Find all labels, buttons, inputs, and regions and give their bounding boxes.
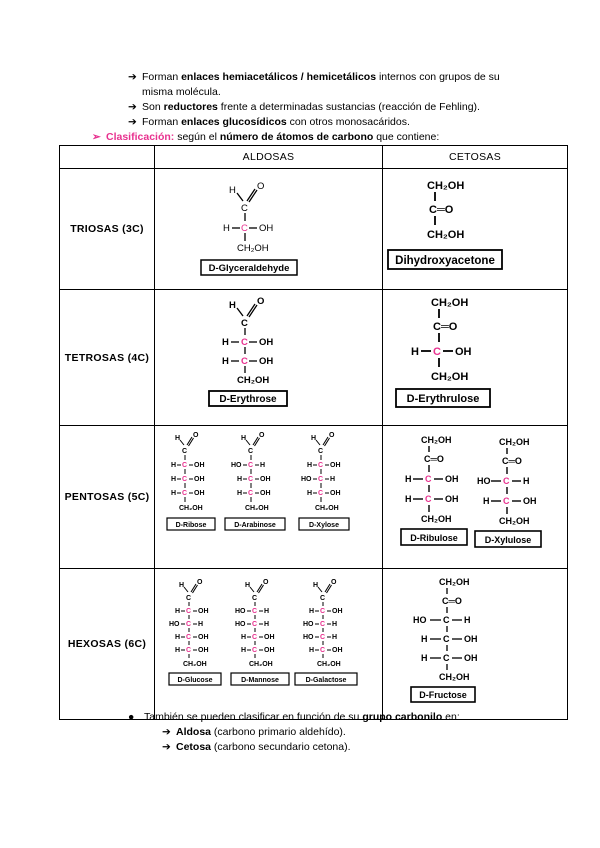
pentose-aldoses-structures <box>155 426 382 563</box>
svg-text:CH₂OH: CH₂OH <box>499 516 530 526</box>
svg-text:C: C <box>241 356 248 367</box>
svg-text:C: C <box>248 490 254 497</box>
svg-text:CH₂OH: CH₂OH <box>427 180 465 192</box>
galactose-label: D-Galactose <box>305 677 347 684</box>
svg-text:CH₂OH: CH₂OH <box>421 514 452 524</box>
arrow-right-icon: ➔ <box>128 116 137 128</box>
svg-text:C: C <box>252 621 258 628</box>
svg-text:H: H <box>264 621 270 628</box>
svg-text:CH₂OH: CH₂OH <box>237 243 269 254</box>
svg-text:C: C <box>318 448 324 455</box>
svg-text:CH₂OH: CH₂OH <box>237 375 270 386</box>
svg-text:H: H <box>332 634 338 641</box>
intro-line-1: ➔ Forman enlaces hemiacetálicos / hemicetálicos internos con grupos de su <box>128 71 500 83</box>
hexose-aldoses-structures <box>155 569 382 714</box>
svg-text:HO: HO <box>477 476 491 486</box>
intro-line-1-cont: misma molécula. <box>142 86 221 98</box>
svg-text:H: H <box>222 337 229 348</box>
svg-text:C═O: C═O <box>424 454 444 464</box>
header-empty-cell <box>60 146 155 169</box>
svg-text:H: H <box>241 647 247 654</box>
row-label-tetrosas: TETROSAS (4C) <box>60 290 155 426</box>
svg-text:O: O <box>257 296 265 307</box>
svg-text:C: C <box>186 621 192 628</box>
erythrulose-structure <box>383 290 567 420</box>
svg-text:CH₂OH: CH₂OH <box>427 229 465 241</box>
arrow-right-icon: ➔ <box>162 726 171 738</box>
svg-text:C: C <box>443 634 450 644</box>
svg-text:C: C <box>182 448 188 455</box>
galactose-structure <box>295 579 357 685</box>
svg-text:C: C <box>241 203 248 214</box>
svg-text:C: C <box>182 476 188 483</box>
svg-text:C: C <box>503 496 510 506</box>
arrow-right-icon: ➔ <box>162 741 171 753</box>
erythrose-structure <box>155 290 382 420</box>
svg-text:H: H <box>179 582 185 589</box>
svg-text:H: H <box>175 634 181 641</box>
svg-text:OH: OH <box>198 647 209 654</box>
svg-text:OH: OH <box>198 634 209 641</box>
svg-text:O: O <box>193 432 199 439</box>
dihydroxyacetone-label: Dihydroxyacetone <box>395 255 495 267</box>
fructose-structure <box>383 569 567 714</box>
svg-text:H: H <box>171 490 177 497</box>
classification-label: Clasificación: <box>106 131 175 143</box>
svg-text:CH₂OH: CH₂OH <box>499 437 530 447</box>
row-label-pentosas: PENTOSAS (5C) <box>60 426 155 569</box>
erythrose-label: D-Erythrose <box>219 394 277 405</box>
svg-text:H: H <box>171 476 177 483</box>
svg-text:C: C <box>248 448 254 455</box>
glyceraldehyde-label: D-Glyceraldehyde <box>208 263 290 274</box>
svg-text:OH: OH <box>523 496 537 506</box>
svg-text:HO: HO <box>235 621 246 628</box>
svg-text:H: H <box>175 608 181 615</box>
svg-text:H: H <box>241 634 247 641</box>
svg-text:H: H <box>229 300 236 311</box>
svg-text:H: H <box>229 185 236 196</box>
svg-text:HO: HO <box>413 615 427 625</box>
footer-bullet: ● También se pueden clasificar en función de su grupo carbonilo en: <box>128 711 460 723</box>
svg-text:C: C <box>252 634 258 641</box>
svg-text:C: C <box>318 490 324 497</box>
svg-text:OH: OH <box>330 490 341 497</box>
svg-text:H: H <box>421 634 428 644</box>
dihydroxyacetone-structure <box>383 169 567 284</box>
svg-text:H: H <box>237 476 243 483</box>
cell-pentosas-cetosas <box>383 426 568 569</box>
svg-text:H: H <box>237 490 243 497</box>
arrow-right-icon: ➔ <box>128 101 137 113</box>
svg-text:OH: OH <box>260 476 271 483</box>
svg-text:C: C <box>320 621 326 628</box>
svg-text:C: C <box>186 595 192 602</box>
svg-text:C: C <box>186 647 192 654</box>
svg-text:OH: OH <box>264 647 275 654</box>
cell-tetrosas-aldosas <box>155 290 383 426</box>
svg-text:HO: HO <box>169 621 180 628</box>
arabinose-structure <box>225 432 285 530</box>
xylose-structure <box>299 432 349 530</box>
svg-text:H: H <box>260 462 266 469</box>
svg-text:C: C <box>182 490 188 497</box>
svg-text:CH₂OH: CH₂OH <box>249 661 273 668</box>
ribose-label: D-Ribose <box>175 522 207 529</box>
svg-text:C: C <box>252 595 258 602</box>
svg-text:OH: OH <box>194 476 205 483</box>
svg-text:C═O: C═O <box>433 321 458 333</box>
fructose-label: D-Fructose <box>419 690 467 700</box>
svg-text:H: H <box>405 474 412 484</box>
svg-text:C: C <box>503 476 510 486</box>
cell-triosas-cetosas <box>383 169 568 290</box>
svg-text:C: C <box>425 474 432 484</box>
svg-text:OH: OH <box>259 356 274 367</box>
svg-text:H: H <box>405 494 412 504</box>
svg-text:H: H <box>309 647 315 654</box>
cell-hexosas-aldosas <box>155 569 383 720</box>
svg-text:O: O <box>257 181 265 192</box>
svg-text:HO: HO <box>301 476 312 483</box>
svg-text:OH: OH <box>464 634 478 644</box>
xylulose-label: D-Xylulose <box>484 535 532 545</box>
cell-triosas-aldosas <box>155 169 383 290</box>
pentose-ketoses-structures <box>383 426 567 563</box>
svg-text:CH₂OH: CH₂OH <box>431 371 469 383</box>
svg-text:C═O: C═O <box>442 596 462 606</box>
svg-text:C: C <box>252 608 258 615</box>
svg-text:CH₂OH: CH₂OH <box>317 661 341 668</box>
svg-text:C: C <box>186 634 192 641</box>
svg-text:OH: OH <box>464 653 478 663</box>
svg-text:HO: HO <box>235 608 246 615</box>
svg-text:C: C <box>320 634 326 641</box>
ribose-structure <box>167 432 215 530</box>
svg-text:H: H <box>411 346 419 358</box>
svg-text:H: H <box>307 462 313 469</box>
svg-text:C: C <box>320 608 326 615</box>
svg-text:HO: HO <box>303 634 314 641</box>
svg-text:C: C <box>186 608 192 615</box>
header-aldosas: ALDOSAS <box>155 146 383 169</box>
xylose-label: D-Xylose <box>309 522 339 529</box>
svg-text:H: H <box>464 615 471 625</box>
svg-text:H: H <box>332 621 338 628</box>
svg-text:H: H <box>245 582 251 589</box>
glyceraldehyde-structure <box>155 169 382 284</box>
svg-text:H: H <box>223 223 230 234</box>
header-cetosas: CETOSAS <box>383 146 568 169</box>
svg-text:CH₂OH: CH₂OH <box>431 297 469 309</box>
svg-text:H: H <box>309 608 315 615</box>
svg-text:C: C <box>248 476 254 483</box>
svg-text:CH₂OH: CH₂OH <box>439 672 470 682</box>
footer-cetosa: ➔ Cetosa (carbono secundario cetona). <box>162 741 351 753</box>
ribulose-structure <box>401 435 467 545</box>
row-label-hexosas: HEXOSAS (6C) <box>60 569 155 720</box>
svg-text:OH: OH <box>260 490 271 497</box>
svg-text:C: C <box>182 462 188 469</box>
svg-text:OH: OH <box>264 634 275 641</box>
mannose-structure <box>231 579 289 685</box>
ribulose-label: D-Ribulose <box>410 533 458 543</box>
svg-text:CH₂OH: CH₂OH <box>183 661 207 668</box>
svg-text:H: H <box>175 647 181 654</box>
svg-text:C: C <box>252 647 258 654</box>
svg-text:C: C <box>248 462 254 469</box>
svg-text:OH: OH <box>198 608 209 615</box>
svg-text:OH: OH <box>194 462 205 469</box>
cell-hexosas-cetosas <box>383 569 568 720</box>
svg-text:H: H <box>175 435 181 442</box>
svg-text:OH: OH <box>259 223 274 234</box>
glucose-label: D-Glucose <box>177 677 213 684</box>
arrow-right-icon: ➔ <box>128 71 137 83</box>
xylulose-structure <box>475 437 541 547</box>
classification-table <box>59 145 568 720</box>
classification-line: ➢ Clasificación: según el número de átomos de carbono que contiene: <box>92 131 440 143</box>
svg-text:H: H <box>222 356 229 367</box>
svg-text:OH: OH <box>332 647 343 654</box>
svg-text:OH: OH <box>194 490 205 497</box>
svg-text:H: H <box>421 653 428 663</box>
svg-text:C: C <box>241 223 248 234</box>
svg-text:C: C <box>425 494 432 504</box>
svg-text:CH₂OH: CH₂OH <box>245 505 269 512</box>
svg-text:H: H <box>307 490 313 497</box>
svg-text:CH₂OH: CH₂OH <box>179 505 203 512</box>
svg-text:OH: OH <box>445 494 459 504</box>
svg-text:H: H <box>241 435 247 442</box>
svg-text:C: C <box>241 337 248 348</box>
arabinose-label: D-Arabinose <box>234 522 276 529</box>
svg-text:H: H <box>264 608 270 615</box>
cell-tetrosas-cetosas <box>383 290 568 426</box>
svg-text:C═O: C═O <box>502 456 522 466</box>
svg-text:HO: HO <box>231 462 242 469</box>
svg-text:H: H <box>311 435 317 442</box>
svg-text:C: C <box>433 346 441 358</box>
svg-text:C: C <box>320 647 326 654</box>
svg-text:O: O <box>329 432 335 439</box>
svg-text:O: O <box>331 579 337 586</box>
svg-text:HO: HO <box>303 621 314 628</box>
erythrulose-label: D-Erythrulose <box>406 393 480 405</box>
svg-text:CH₂OH: CH₂OH <box>315 505 339 512</box>
svg-text:OH: OH <box>332 608 343 615</box>
mannose-label: D-Mannose <box>241 677 279 684</box>
svg-text:O: O <box>197 579 203 586</box>
svg-text:C: C <box>320 595 326 602</box>
row-label-triosas: TRIOSAS (3C) <box>60 169 155 290</box>
svg-text:C: C <box>443 653 450 663</box>
svg-text:H: H <box>313 582 319 589</box>
svg-text:OH: OH <box>259 337 274 348</box>
footer-aldosa: ➔ Aldosa (carbono primario aldehído). <box>162 726 346 738</box>
svg-text:H: H <box>198 621 204 628</box>
intro-line-3: ➔ Forman enlaces glucosídicos con otros monosacáridos. <box>128 116 410 128</box>
svg-text:O: O <box>259 432 265 439</box>
arrowhead-bullet-icon: ➢ <box>92 131 101 143</box>
svg-text:H: H <box>483 496 490 506</box>
svg-text:OH: OH <box>445 474 459 484</box>
svg-text:H: H <box>171 462 177 469</box>
svg-text:CH₂OH: CH₂OH <box>439 577 470 587</box>
svg-text:C: C <box>318 462 324 469</box>
svg-text:CH₂OH: CH₂OH <box>421 435 452 445</box>
svg-text:O: O <box>263 579 269 586</box>
glucose-structure <box>169 579 221 685</box>
svg-text:H: H <box>523 476 530 486</box>
svg-text:OH: OH <box>330 462 341 469</box>
intro-line-2: ➔ Son reductores frente a determinadas sustancias (reacción de Fehling). <box>128 101 480 113</box>
bullet-dot-icon: ● <box>128 711 135 723</box>
svg-text:C: C <box>318 476 324 483</box>
svg-text:C═O: C═O <box>429 204 454 216</box>
cell-pentosas-aldosas <box>155 426 383 569</box>
svg-text:H: H <box>330 476 336 483</box>
svg-text:C: C <box>241 318 248 329</box>
svg-text:OH: OH <box>455 346 472 358</box>
svg-text:C: C <box>443 615 450 625</box>
